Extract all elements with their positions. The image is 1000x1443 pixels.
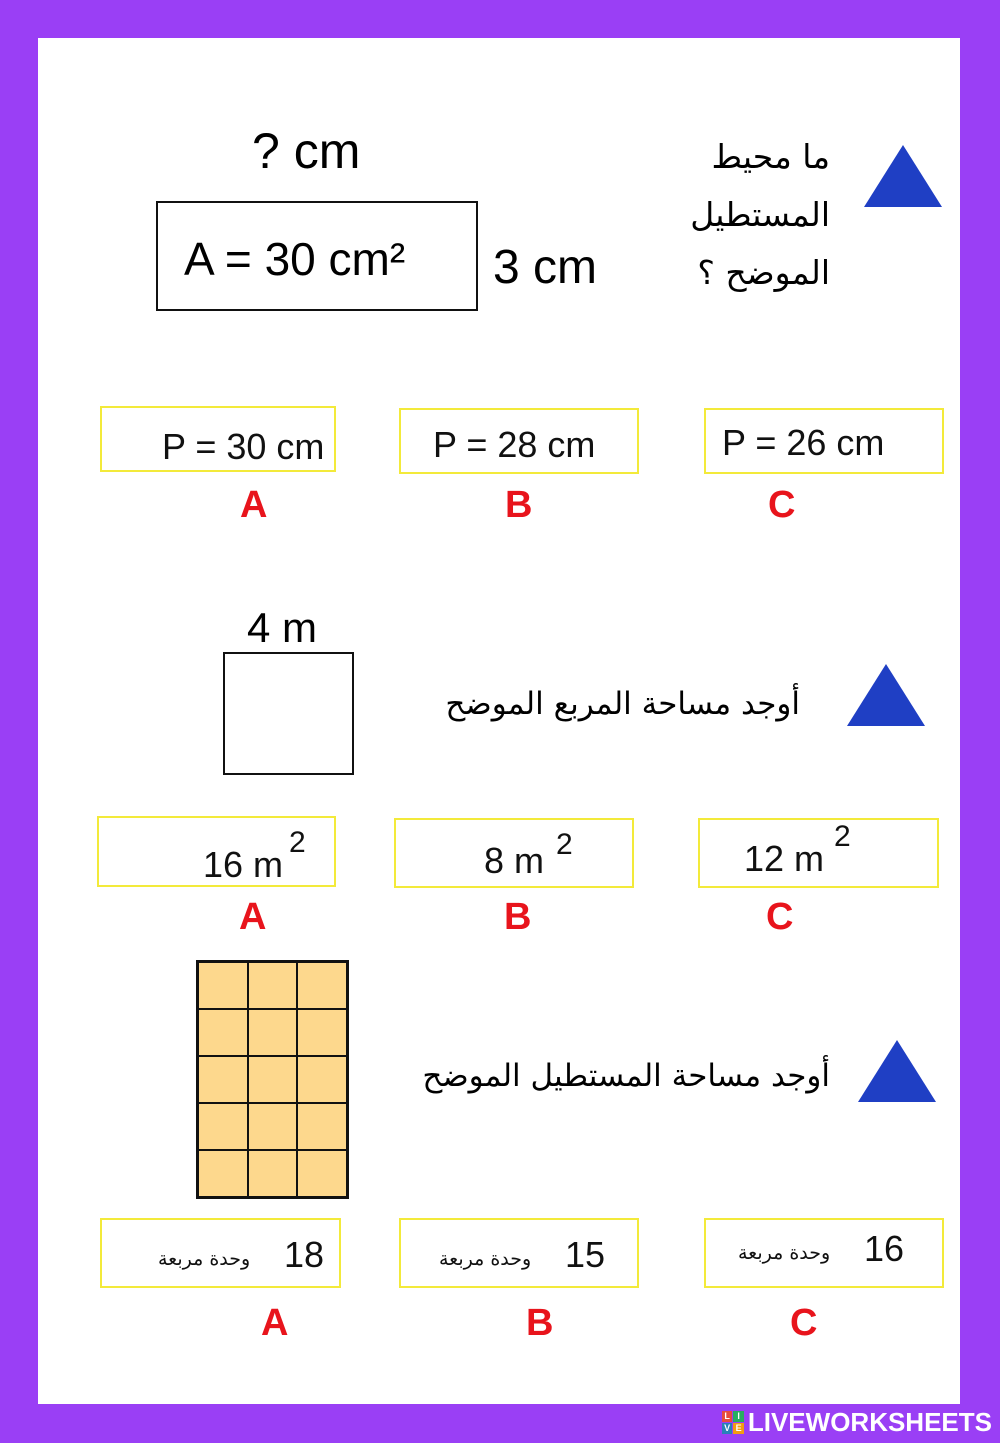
- grid-cell: [198, 1150, 248, 1197]
- q3-option-a-number: 18: [284, 1234, 325, 1275]
- grid-cell: [297, 1056, 347, 1103]
- q3-option-b-letter[interactable]: B: [526, 1302, 554, 1344]
- grid-cell: [198, 962, 248, 1009]
- q1-option-a-letter[interactable]: A: [240, 484, 268, 526]
- grid-cell: [248, 962, 298, 1009]
- q2-square-shape: [223, 652, 354, 775]
- q3-option-c[interactable]: [704, 1218, 944, 1288]
- q3-option-a[interactable]: [100, 1218, 341, 1288]
- question-1-triangle-icon: [864, 145, 942, 207]
- grid-cell: [297, 1103, 347, 1150]
- q2-option-c-text: 12 m: [744, 838, 825, 879]
- question-2-text: أوجد مساحة المربع الموضح: [445, 686, 800, 722]
- q3-option-b-number: 15: [565, 1234, 606, 1275]
- q1-option-a[interactable]: [100, 406, 336, 472]
- grid-cell: [248, 1150, 298, 1197]
- q2-option-b-exponent: 2: [556, 828, 573, 861]
- q1-option-a-text: P = 30 cm: [162, 426, 325, 467]
- q1-option-b[interactable]: [399, 408, 639, 474]
- q1-option-c[interactable]: [704, 408, 944, 474]
- q3-option-a-letter[interactable]: A: [261, 1302, 289, 1344]
- grid-cell: [248, 1056, 298, 1103]
- q3-option-a-unit: وحدة مربعة: [158, 1248, 251, 1270]
- q2-option-c-exponent: 2: [834, 820, 851, 853]
- q3-unit-grid: [196, 960, 349, 1199]
- q1-area-label: A = 30 cm²: [184, 233, 406, 285]
- logo-letter: E: [733, 1423, 744, 1434]
- q2-option-a-letter[interactable]: A: [239, 896, 267, 938]
- q2-option-a[interactable]: [97, 816, 336, 887]
- grid-cell: [297, 1009, 347, 1056]
- q2-option-a-exponent: 2: [289, 826, 306, 859]
- liveworksheets-brand-text: LIVEWORKSHEETS: [747, 1406, 992, 1437]
- question-1-text: ما محيط المستطيل الموضح ؟: [690, 137, 830, 292]
- q2-option-b-letter[interactable]: B: [504, 896, 532, 938]
- q2-option-b-text: 8 m: [484, 840, 545, 881]
- q1-option-c-letter[interactable]: C: [768, 484, 796, 526]
- q2-side-dimension-label: 4 m: [247, 604, 318, 651]
- grid-cell: [297, 962, 347, 1009]
- grid-cell: [297, 1150, 347, 1197]
- q3-option-b[interactable]: [399, 1218, 639, 1288]
- q2-option-c[interactable]: [698, 818, 939, 888]
- q3-option-c-letter[interactable]: C: [790, 1302, 818, 1344]
- q1-side-dimension-label: 3 cm: [493, 241, 598, 294]
- q1-top-dimension-label: ? cm: [252, 123, 361, 179]
- question-3-triangle-icon: [858, 1040, 936, 1102]
- q3-option-c-unit: وحدة مربعة: [738, 1242, 831, 1264]
- grid-cell: [198, 1056, 248, 1103]
- q2-option-a-text: 16 m: [203, 844, 284, 885]
- logo-letter: V: [722, 1423, 733, 1434]
- logo-letter: L: [722, 1411, 733, 1422]
- q2-option-b[interactable]: [394, 818, 634, 888]
- q1-option-b-letter[interactable]: B: [505, 484, 533, 526]
- q2-option-c-letter[interactable]: C: [766, 896, 794, 938]
- question-3-text: أوجد مساحة المستطيل الموضح: [422, 1058, 830, 1094]
- question-2-triangle-icon: [847, 664, 925, 726]
- liveworksheets-branding[interactable]: [722, 1407, 992, 1437]
- grid-cell: [198, 1009, 248, 1056]
- q3-option-c-number: 16: [864, 1228, 905, 1269]
- q1-option-b-text: P = 28 cm: [433, 424, 596, 465]
- liveworksheets-logo-icon: [722, 1411, 744, 1433]
- grid-cell: [248, 1103, 298, 1150]
- q3-option-b-unit: وحدة مربعة: [439, 1248, 532, 1270]
- grid-cell: [198, 1103, 248, 1150]
- logo-letter: I: [733, 1411, 744, 1422]
- grid-cell: [248, 1009, 298, 1056]
- q1-option-c-text: P = 26 cm: [722, 422, 885, 463]
